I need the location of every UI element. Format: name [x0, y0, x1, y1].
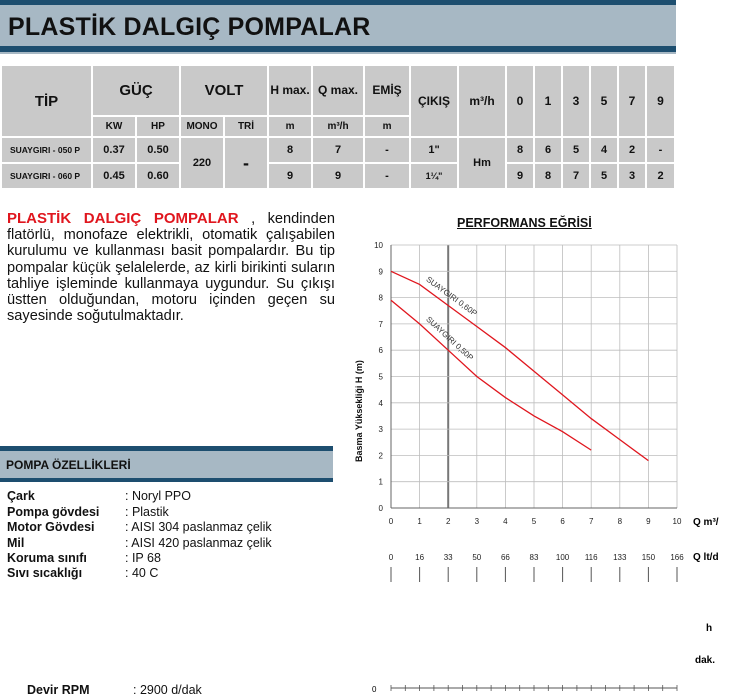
sub-header-q-unit: m³/h [312, 116, 364, 137]
y-tick-label: 7 [378, 319, 383, 329]
row-emis: - [364, 163, 410, 189]
x-tick-label: 5 [531, 517, 537, 526]
feature-key: Devir RPM [27, 683, 90, 697]
volt-mono-value: 220 [180, 137, 224, 189]
col-header-m3h: m³/h [458, 65, 506, 137]
sub-header-mono: MONO [180, 116, 224, 137]
y-tick-label: 0 [378, 504, 383, 513]
row-q: 9 [312, 163, 364, 189]
col-header-q-max: Q max. [312, 65, 364, 116]
row-head: 2 [618, 137, 646, 163]
row-tip: SUAYGIRI - 060 P [1, 163, 92, 189]
feature-value: : 40 C [125, 566, 159, 580]
row-head: 5 [562, 137, 590, 163]
feature-value: : AISI 420 paslanmaz çelik [125, 536, 272, 550]
volt-tri-value: - [224, 137, 268, 189]
x2-tick-label: 33 [443, 553, 453, 562]
sub-header-hp: HP [136, 116, 180, 137]
x2-tick-label: 83 [529, 553, 539, 562]
x-axis-label: Q m³/ [693, 517, 719, 528]
row-tip: SUAYGIRI - 050 P [1, 137, 92, 163]
y-tick-label: 8 [378, 293, 383, 303]
row-head: 7 [562, 163, 590, 189]
flow-header: 9 [646, 65, 675, 137]
features-title: POMPA ÖZELLİKLERİ [6, 458, 131, 472]
y-tick-label: 9 [378, 267, 383, 277]
flow-header: 7 [618, 65, 646, 137]
col-header-guc: GÜÇ [92, 65, 180, 116]
feature-key: Koruma sınıfı [7, 551, 87, 565]
feature-value: : 2900 d/dak [133, 683, 202, 697]
y-tick-label: 4 [378, 398, 383, 408]
x-tick-label: 3 [474, 517, 480, 526]
x-tick-label: 10 [672, 517, 682, 526]
feature-key: Çark [7, 489, 35, 503]
chart-title: PERFORMANS EĞRİSİ [457, 216, 592, 230]
x-tick-label: 2 [445, 517, 451, 526]
partial-label: h [706, 623, 713, 634]
row-emis: - [364, 137, 410, 163]
row-q: 7 [312, 137, 364, 163]
x2-tick-label: 50 [472, 553, 482, 562]
row-kw: 0.45 [92, 163, 136, 189]
x2-tick-label: 133 [613, 553, 627, 562]
x-tick-label: 7 [588, 517, 594, 526]
col-header-cikis: ÇIKIŞ [410, 65, 458, 137]
row-h: 8 [268, 137, 312, 163]
series-label: SUAYGIRI 0,60P [424, 274, 479, 319]
x2-tick-label: 16 [415, 553, 425, 562]
row-head: 5 [590, 163, 618, 189]
feature-key: Pompa gövdesi [7, 505, 100, 519]
x-tick-label: 1 [417, 517, 422, 526]
col-header-emis: EMİŞ [364, 65, 410, 116]
row-head: - [646, 137, 675, 163]
row-kw: 0.37 [92, 137, 136, 163]
row-cikis: 1¼" [410, 163, 458, 189]
hm-label: Hm [458, 137, 506, 189]
sub-header-emis-unit: m [364, 116, 410, 137]
feature-value: : AISI 304 paslanmaz çelik [125, 520, 272, 534]
y-tick-label: 6 [378, 346, 383, 356]
sub-header-kw: KW [92, 116, 136, 137]
x2-tick-label: 150 [641, 553, 656, 562]
y-axis-label: Basma Yüksekliği H (m) [354, 360, 364, 462]
partial-label: dak. [695, 655, 716, 666]
page-title: PLASTİK DALGIÇ POMPALAR [8, 13, 371, 41]
chart-ticks [374, 241, 684, 691]
col-header-h-max: H max. [268, 65, 312, 116]
flow-header: 5 [590, 65, 618, 137]
flow-header: 0 [506, 65, 534, 137]
x-tick-label: 0 [388, 517, 394, 526]
row-head: 3 [618, 163, 646, 189]
x-tick-label: 6 [560, 517, 565, 526]
y-tick-label: 2 [378, 451, 383, 461]
description-highlight: PLASTİK DALGIÇ POMPALAR [7, 210, 239, 227]
row-head: 4 [590, 137, 618, 163]
row-h: 9 [268, 163, 312, 189]
col-header-tip: TİP [1, 65, 92, 137]
row-head: 9 [506, 163, 534, 189]
x-tick-label: 4 [503, 517, 508, 526]
row-head: 2 [646, 163, 675, 189]
row-hp: 0.50 [136, 137, 180, 163]
feature-value: : IP 68 [125, 551, 161, 565]
row-cikis: 1" [410, 137, 458, 163]
x2-tick-label: 66 [500, 553, 510, 562]
y-tick-label: 10 [374, 241, 383, 250]
sub-header-tri: TRİ [224, 116, 268, 137]
row-hp: 0.60 [136, 163, 180, 189]
feature-key: Sıvı sıcaklığı [7, 566, 83, 580]
feature-key: Mil [7, 536, 25, 550]
row-head: 8 [506, 137, 534, 163]
x2-axis-label: Q lt/d [693, 552, 719, 563]
partial-label: 0 [372, 685, 377, 694]
series-line [391, 271, 648, 460]
feature-value: : Plastik [125, 505, 169, 519]
y-tick-label: 3 [378, 425, 383, 435]
row-head: 8 [534, 163, 562, 189]
x2-tick-label: 0 [388, 553, 394, 562]
y-tick-label: 1 [378, 477, 383, 487]
feature-key: Motor Gövdesi [7, 520, 95, 534]
y-tick-label: 5 [378, 372, 383, 382]
series-label: SUAYGIRI 0,50P [424, 314, 476, 363]
feature-value: : Noryl PPO [125, 489, 191, 503]
description-text: , kendinden flatörlü, monofaze elektrikli, otomatik çalışabilen kurulumu ve kullanması basit pompalardır. Bu tip pompalar küçük şelalelerde, az kirli birikinti suların tahliye işleminde kullanmaya uygundur. Su çıkışı üstten olduğundan, motoru içinden geçen su sayesinde soğutulmaktadır. [7, 211, 335, 325]
x2-tick-label: 100 [555, 553, 570, 562]
x-tick-label: 9 [646, 517, 651, 526]
row-head: 6 [534, 137, 562, 163]
x2-tick-label: 116 [584, 553, 598, 562]
x2-tick-label: 166 [670, 553, 684, 562]
flow-header: 3 [562, 65, 590, 137]
x-tick-label: 8 [617, 517, 623, 526]
series-line [391, 300, 591, 450]
col-header-volt: VOLT [180, 65, 268, 116]
flow-header: 1 [534, 65, 562, 137]
sub-header-h-unit: m [268, 116, 312, 137]
chart-series [391, 271, 648, 460]
